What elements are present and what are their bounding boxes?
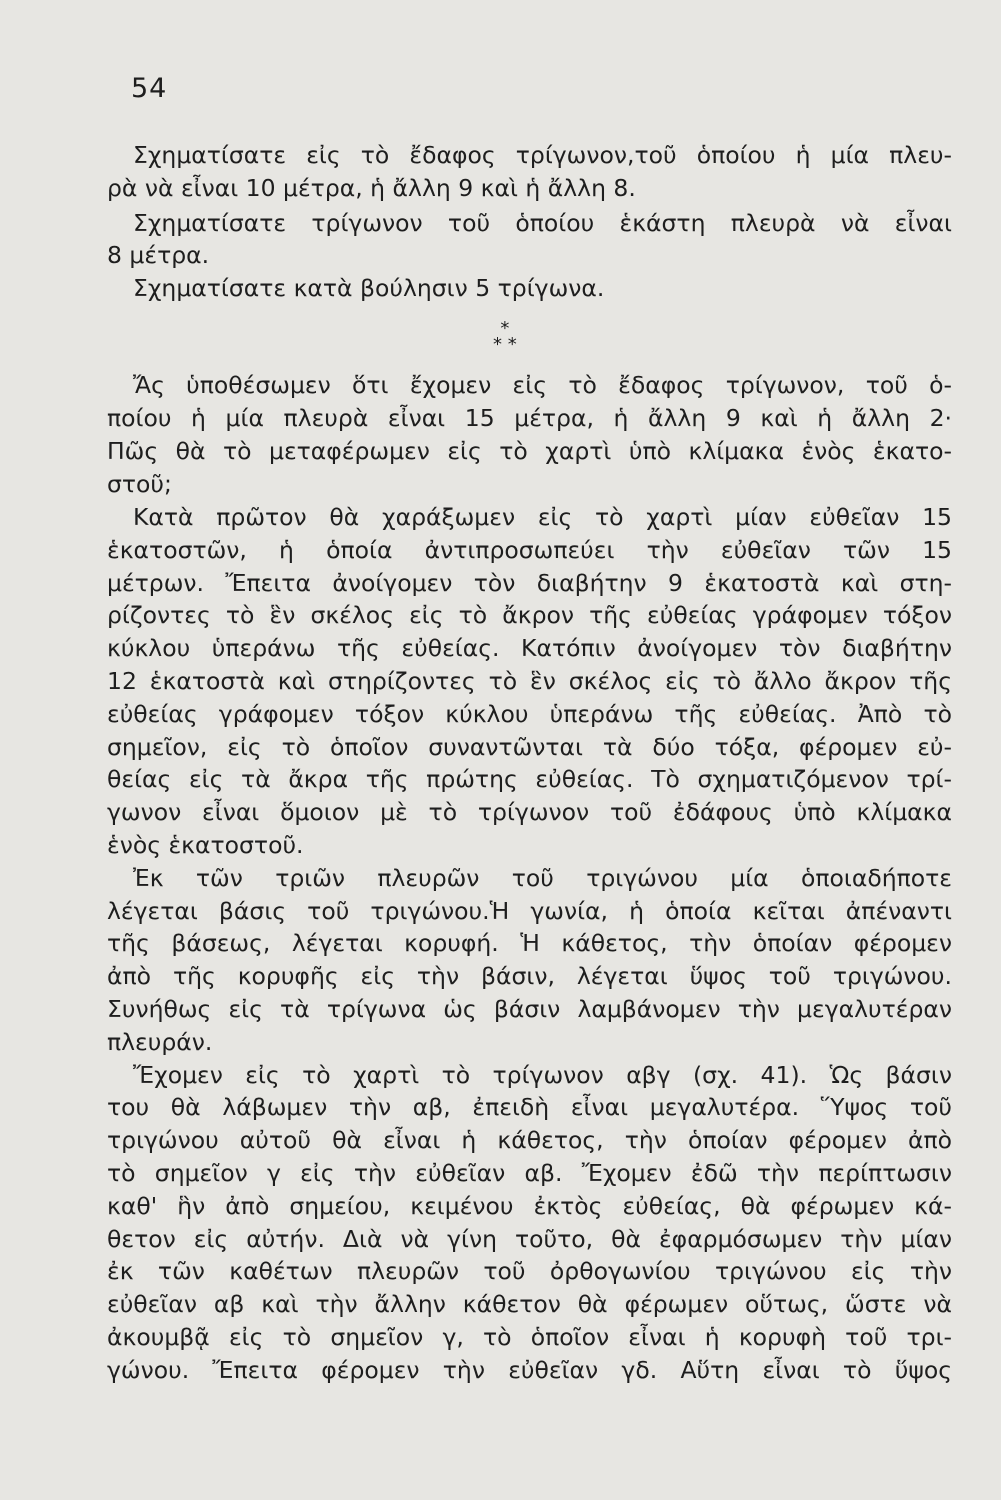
text-line: ἀπὸ τῆς κορυφῆς εἰς τὴν βάσιν, λέγεται ὕψος τοῦ τριγώνου. (107, 962, 952, 990)
text-line: 8 μέτρα. (107, 241, 210, 269)
text-line: καθ' ἣν ἀπὸ σημείου, κειμένου ἐκτὸς εὐθείας, θὰ φέρωμεν κά- (107, 1192, 952, 1220)
text-line: εὐθείας γράφομεν τόξον κύκλου ὑπεράνω τῆς εὐθείας. Ἀπὸ τὸ (107, 700, 952, 728)
text-line: θετον εἰς αὐτήν. Διὰ νὰ γίνη τοῦτο, θὰ ἐφαρμόσωμεν τὴν μίαν (107, 1225, 952, 1253)
separator-top: * (500, 318, 510, 339)
text-line: Σχηματίσατε κατὰ βούλησιν 5 τρίγωνα. (133, 274, 605, 302)
text-line: Ἐκ τῶν τριῶν πλευρῶν τοῦ τριγώνου μία ὁποιαδήποτε (133, 864, 952, 892)
text-line: Πῶς θὰ τὸ μεταφέρωμεν εἰς τὸ χαρτὶ ὑπὸ κλίμακα ἑνὸς ἑκατο- (107, 437, 952, 465)
text-line: ποίου ἡ μία πλευρὰ εἶναι 15 μέτρα, ἡ ἄλλη 9 καὶ ἡ ἄλλη 2· (107, 404, 952, 432)
text-line: ρίζοντες τὸ ἓν σκέλος εἰς τὸ ἄκρον τῆς εὐθείας γράφομεν τόξον (107, 601, 952, 629)
text-line: του θὰ λάβωμεν τὴν αβ, ἐπειδὴ εἶναι μεγαλυτέρα. Ὕψος τοῦ (107, 1093, 952, 1121)
text-line: ἑνὸς ἑκατοστοῦ. (107, 831, 304, 859)
text-line: τὸ σημεῖον γ εἰς τὴν εὐθεῖαν αβ. Ἔχομεν ἐδῶ τὴν περίπτωσιν (107, 1159, 952, 1187)
text-line: μέτρων. Ἔπειτα ἀνοίγομεν τὸν διαβήτην 9 ἑκατοστὰ καὶ στη- (107, 569, 952, 597)
text-line: στοῦ; (107, 470, 172, 498)
text-line: κύκλου ὑπεράνω τῆς εὐθείας. Κατόπιν ἀνοίγομεν τὸν διαβήτην (107, 634, 952, 662)
text-line: τῆς βάσεως, λέγεται κορυφή. Ἡ κάθετος, τὴν ὁποίαν φέρομεν (107, 929, 952, 957)
section-separator (493, 318, 517, 355)
text-line: εὐθεῖαν αβ καὶ τὴν ἄλλην κάθετον θὰ φέρωμεν οὕτως, ὥστε νὰ (107, 1290, 952, 1318)
text-line: Ἄς ὑποθέσωμεν ὅτι ἔχομεν εἰς τὸ ἔδαφος τρίγωνον, τοῦ ὁ- (133, 371, 952, 399)
text-line: πλευράν. (107, 1028, 213, 1056)
text-line: τριγώνου αὐτοῦ θὰ εἶναι ἡ κάθετος, τὴν ὁποίαν φέρομεν ἀπὸ (107, 1126, 952, 1154)
text-line: ρὰ νὰ εἶναι 10 μέτρα, ἡ ἄλλη 9 καὶ ἡ ἄλλη 8. (107, 174, 636, 202)
text-line: ἐκ τῶν καθέτων πλευρῶν τοῦ ὀρθογωνίου τριγώνου εἰς τὴν (107, 1257, 952, 1285)
text-line: Κατὰ πρῶτον θὰ χαράξωμεν εἰς τὸ χαρτὶ μίαν εὐθεῖαν 15 (133, 503, 952, 531)
text-line: Ἔχομεν εἰς τὸ χαρτὶ τὸ τρίγωνον αβγ (σχ. 41). Ὡς βάσιν (133, 1061, 952, 1089)
text-line: 12 ἑκατοστὰ καὶ στηρίζοντες τὸ ἓν σκέλος εἰς τὸ ἄλλο ἄκρον τῆς (107, 667, 952, 695)
text-line: λέγεται βάσις τοῦ τριγώνου.Ἡ γωνία, ἡ ὁποία κεῖται ἀπέναντι (107, 897, 952, 925)
text-line: ἀκουμβᾷ εἰς τὸ σημεῖον γ, τὸ ὁποῖον εἶναι ἡ κορυφὴ τοῦ τρι- (107, 1323, 952, 1351)
text-line: γώνου. Ἔπειτα φέρομεν τὴν εὐθεῖαν γδ. Αὕτη εἶναι τὸ ὕψος (107, 1356, 952, 1384)
text-line: σημεῖον, εἰς τὸ ὁποῖον συναντῶνται τὰ δύο τόξα, φέρομεν εὐ- (107, 733, 952, 761)
text-line: θείας εἰς τὰ ἄκρα τῆς πρώτης εὐθείας. Τὸ σχηματιζόμενον τρί- (107, 765, 952, 793)
text-line: γωνον εἶναι ὅμοιον μὲ τὸ τρίγωνον τοῦ ἐδάφους ὑπὸ κλίμακα (107, 798, 952, 826)
text-line: Σχηματίσατε τρίγωνον τοῦ ὁποίου ἑκάστη πλευρὰ νὰ εἶναι (133, 209, 952, 237)
text-line: Συνήθως εἰς τὰ τρίγωνα ὡς βάσιν λαμβάνομεν τὴν μεγαλυτέραν (107, 995, 952, 1023)
text-line: Σχηματίσατε εἰς τὸ ἔδαφος τρίγωνον,τοῦ ὁποίου ἡ μία πλευ- (133, 141, 952, 169)
text-line: ἑκατοστῶν, ἡ ὁποία ἀντιπροσωπεύει τὴν εὐθεῖαν τῶν 15 (107, 536, 952, 564)
separator-bottom: * * (493, 334, 517, 355)
page-number: 54 (131, 73, 168, 104)
